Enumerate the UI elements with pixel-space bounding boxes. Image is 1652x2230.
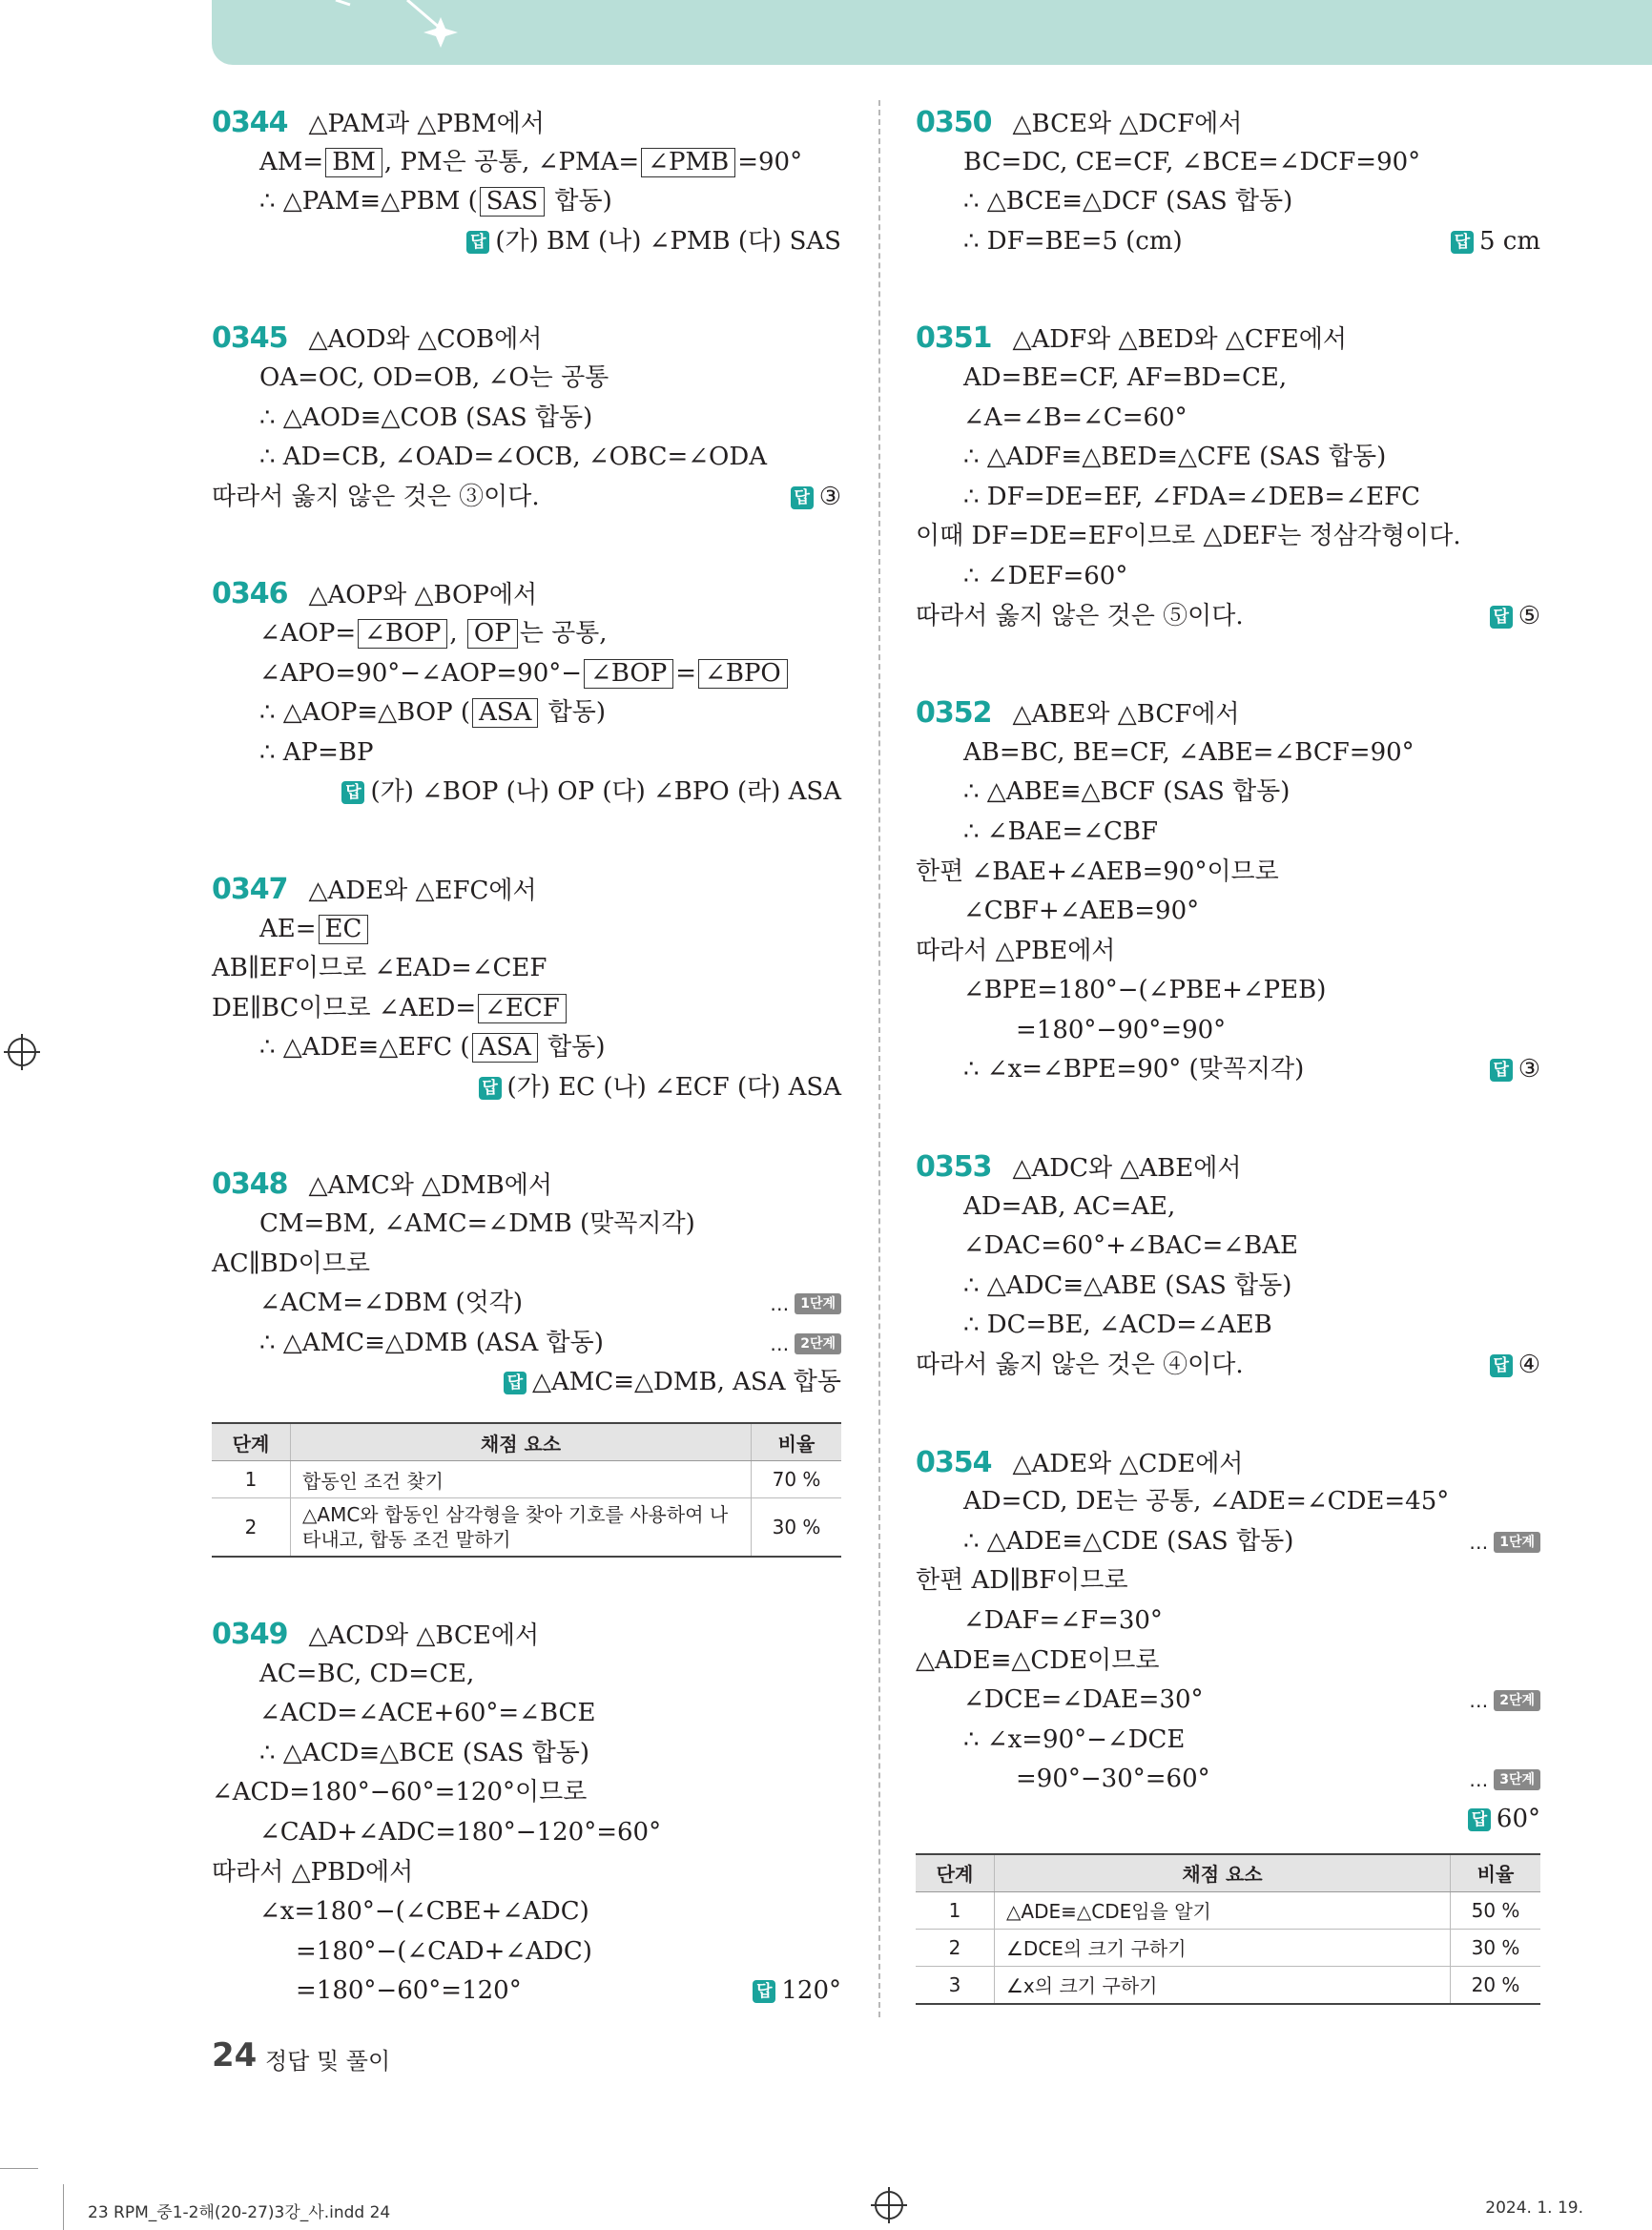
text-line: △AOP와 △BOP에서 — [308, 581, 538, 610]
table-cell: △AMC와 합동인 삼각형을 찾아 기호를 사용하여 나타내고, 합동 조건 말하기 — [291, 1498, 752, 1558]
scoring-table — [916, 1853, 1540, 2005]
answer-icon: 답 — [466, 231, 489, 254]
blank-box: OP — [467, 619, 518, 649]
text-line: ∠DCE=∠DAE=30° — [963, 1685, 1204, 1715]
text-line: ∠CAD+∠ADC=180°−120°=60° — [259, 1818, 662, 1847]
answer: ③ — [818, 482, 841, 511]
problem-number: 0349 — [212, 1618, 288, 1652]
text-line: ∴ AD=CB, ∠OAD=∠OCB, ∠OBC=∠ODA — [259, 443, 767, 472]
table-row — [212, 1498, 841, 1558]
table-row — [916, 1891, 1540, 1929]
table-cell: 합동인 조건 찾기 — [291, 1461, 752, 1498]
answer: △AMC≡△DMB, ASA 합동 — [531, 1368, 841, 1397]
text-line: ∠ACD=∠ACE+60°=∠BCE — [259, 1699, 596, 1728]
problem-number: 0345 — [212, 321, 288, 356]
text-line: ∴ ∠x=90°−∠DCE — [963, 1724, 1186, 1754]
text-line: 한편 ∠BAE+∠AEB=90°이므로 — [916, 857, 1279, 886]
answer-icon: 답 — [1451, 231, 1474, 254]
step-badge: 2단계 — [795, 1333, 841, 1354]
text-line: =180°−(∠CAD+∠ADC) — [296, 1936, 592, 1966]
blank-box: ∠ECF — [478, 994, 567, 1023]
text-line: △AMC와 △DMB에서 — [308, 1171, 552, 1201]
table-row — [916, 1966, 1540, 2004]
problem-number: 0347 — [212, 872, 288, 906]
ellipsis: … — [770, 1332, 790, 1355]
text-line: ∠x=180°−(∠CBE+∠ADC) — [259, 1897, 589, 1927]
answer-icon: 답 — [1490, 606, 1513, 629]
text-line: △BCE와 △DCF에서 — [1012, 110, 1243, 138]
text-line: 따라서 옳지 않은 것은 ③이다. — [212, 482, 540, 511]
text-line: ∠ACD=180°−60°=120°이므로 — [212, 1778, 588, 1807]
blank-box: EC — [319, 915, 369, 944]
text-line: 이때 DF=DE=EF이므로 △DEF는 정삼각형이다. — [916, 522, 1461, 551]
problem-number: 0348 — [212, 1167, 288, 1202]
table-cell: 20 % — [1451, 1966, 1541, 2004]
table-cell: 50 % — [1451, 1891, 1541, 1929]
table-cell: 3 — [916, 1966, 995, 2004]
step-badge: 1단계 — [795, 1293, 841, 1314]
text-line: ∠ACM=∠DBM (엇각) — [259, 1289, 524, 1318]
text-line: AC=BC, CD=CE, — [259, 1659, 475, 1688]
text-line: △ABE와 △BCF에서 — [1012, 700, 1240, 730]
problem-0348 — [212, 1165, 841, 1558]
column-divider — [878, 100, 880, 2017]
problem-number: 0346 — [212, 577, 288, 611]
answer: ④ — [1518, 1351, 1540, 1380]
problem-number: 0351 — [916, 321, 992, 356]
text-line: ∠A=∠B=∠C=60° — [963, 403, 1187, 432]
problem-number: 0354 — [916, 1445, 992, 1479]
table-cell: ∠DCE의 크기 구하기 — [995, 1929, 1451, 1966]
text-line: △PAM과 △PBM에서 — [308, 110, 545, 138]
text-line: ∴ ∠BAE=∠CBF — [963, 816, 1159, 846]
text-line: △ADC와 △ABE에서 — [1012, 1154, 1242, 1184]
text-line: , — [449, 618, 465, 648]
problem-0345 — [212, 319, 841, 517]
text-line: ∴ △PAM≡△PBM ( — [259, 187, 478, 217]
text-line: ∴ △ADE≡△EFC ( — [259, 1033, 470, 1063]
text-line: =180°−60°=120° — [296, 1976, 522, 2006]
blank-box: BM — [325, 148, 382, 177]
answer: 5 cm — [1478, 226, 1540, 256]
text-line: 합동) — [540, 698, 606, 728]
table-header: 비율 — [752, 1423, 842, 1461]
text-line: ∴ △ABE≡△BCF (SAS 합동) — [963, 777, 1291, 807]
text-line: 따라서 옳지 않은 것은 ④이다. — [916, 1351, 1244, 1380]
text-line: ∴ △ADF≡△BED≡△CFE (SAS 합동) — [963, 443, 1387, 472]
text-line: ∠APO=90°−∠AOP=90°− — [259, 658, 583, 688]
text-line: AE= — [259, 914, 317, 943]
answer-icon: 답 — [753, 1980, 775, 2003]
blank-box: ∠PMB — [641, 148, 735, 177]
text-line: 한편 AD∥BF이므로 — [916, 1566, 1128, 1596]
text-line: ∠AOP= — [259, 618, 357, 648]
text-line: △ADE와 △EFC에서 — [308, 876, 537, 905]
text-line: =180°−90°=90° — [1016, 1015, 1227, 1044]
answer-icon: 답 — [504, 1372, 527, 1394]
problem-0347 — [212, 870, 841, 1108]
crop-mark — [0, 2168, 38, 2169]
text-line: 는 공통, — [519, 618, 608, 648]
text-line: OA=OC, OD=OB, ∠O는 공통 — [259, 362, 609, 392]
text-line: ∴ AP=BP — [259, 737, 374, 767]
crop-mark — [63, 2184, 64, 2230]
text-line: 따라서 △PBE에서 — [916, 936, 1116, 965]
text-line: AB∥EF이므로 ∠EAD=∠CEF — [212, 954, 547, 983]
text-line: ∴ DC=BE, ∠ACD=∠AEB — [963, 1311, 1272, 1340]
table-header: 채점 요소 — [291, 1423, 752, 1461]
problem-0349 — [212, 1615, 841, 2012]
text-line: ∴ ∠x=∠BPE=90° (맞꼭지각) — [963, 1055, 1305, 1084]
text-line: △ACD와 △BCE에서 — [308, 1621, 540, 1651]
table-cell: 30 % — [752, 1498, 842, 1558]
answer-icon: 답 — [341, 781, 364, 804]
table-row — [212, 1461, 841, 1498]
text-line: ∴ △AOP≡△BOP ( — [259, 698, 470, 728]
answer-icon: 답 — [1468, 1808, 1491, 1831]
table-header: 채점 요소 — [995, 1854, 1451, 1892]
blank-box: SAS — [480, 187, 545, 217]
table-cell: △ADE≡△CDE임을 알기 — [995, 1891, 1451, 1929]
text-line: =90°−30°=60° — [1016, 1765, 1210, 1794]
right-column — [916, 103, 1540, 2005]
answer: ③ — [1518, 1055, 1540, 1084]
answer-icon: 답 — [1490, 1354, 1513, 1377]
answer: (가) ∠BOP (나) OP (다) ∠BPO (라) ASA — [370, 777, 841, 807]
step-badge: 2단계 — [1494, 1690, 1540, 1711]
table-cell: 2 — [212, 1498, 291, 1558]
text-line: 합동) — [547, 187, 612, 217]
scoring-table — [212, 1422, 841, 1558]
blank-box: ∠BOP — [358, 619, 447, 649]
slug-date: 2024. 1. 19. — [1485, 2199, 1583, 2218]
answer: 120° — [781, 1976, 841, 2006]
table-row — [916, 1929, 1540, 1966]
text-line: ∠CBF+∠AEB=90° — [963, 897, 1200, 926]
problem-0351 — [916, 319, 1540, 636]
text-line: ∠DAC=60°+∠BAC=∠BAE — [963, 1231, 1298, 1261]
text-line: ∠DAF=∠F=30° — [963, 1606, 1163, 1635]
text-line: ∴ ∠DEF=60° — [963, 561, 1128, 590]
step-badge: 3단계 — [1494, 1769, 1540, 1790]
ellipsis: … — [1469, 1689, 1489, 1713]
table-cell: 1 — [212, 1461, 291, 1498]
answer-icon: 답 — [791, 486, 814, 509]
registration-mark-icon — [875, 2191, 903, 2220]
problem-0354 — [916, 1443, 1540, 2005]
footer-title: 정답 및 풀이 — [265, 2048, 391, 2075]
text-line: BC=DC, CE=CF, ∠BCE=∠DCF=90° — [963, 147, 1421, 176]
text-line: AD=CD, DE는 공통, ∠ADE=∠CDE=45° — [963, 1487, 1450, 1517]
problem-number: 0344 — [212, 106, 288, 139]
text-line: AD=BE=CF, AF=BD=CE, — [963, 362, 1288, 392]
text-line: AM= — [259, 147, 324, 176]
ellipsis: … — [1469, 1530, 1489, 1554]
problem-0353 — [916, 1147, 1540, 1386]
ellipsis: … — [1469, 1768, 1489, 1792]
answer: (가) BM (나) ∠PMB (다) SAS — [495, 226, 841, 256]
text-line: , PM은 공통, ∠PMA= — [383, 147, 640, 176]
text-line: ∴ △BCE≡△DCF (SAS 합동) — [963, 187, 1293, 217]
answer: ⑤ — [1518, 601, 1540, 630]
text-line: ∴ △ACD≡△BCE (SAS 합동) — [259, 1738, 590, 1767]
blank-box: ∠BPO — [698, 659, 788, 689]
text-line: = — [675, 658, 697, 688]
table-cell: 70 % — [752, 1461, 842, 1498]
table-header: 단계 — [916, 1854, 995, 1892]
text-line: △ADE와 △CDE에서 — [1012, 1449, 1244, 1478]
table-cell: 1 — [916, 1891, 995, 1929]
answer: (가) EC (나) ∠ECF (다) ASA — [506, 1072, 841, 1102]
answer: 60° — [1496, 1804, 1540, 1833]
table-cell: ∠x의 크기 구하기 — [995, 1966, 1451, 2004]
ellipsis: … — [770, 1292, 790, 1316]
text-line: △ADE≡△CDE이므로 — [916, 1645, 1160, 1675]
text-line: ∴ DF=DE=EF, ∠FDA=∠DEB=∠EFC — [963, 482, 1421, 511]
table-cell: 2 — [916, 1929, 995, 1966]
text-line: ∴ △ADE≡△CDE (SAS 합동) — [963, 1526, 1294, 1556]
registration-mark-icon — [8, 1038, 36, 1066]
step-badge: 1단계 — [1494, 1532, 1540, 1553]
text-line: ∴ DF=BE=5 (cm) — [963, 226, 1183, 256]
text-line: =90° — [737, 147, 803, 176]
text-line: △AOD와 △COB에서 — [308, 325, 543, 355]
problem-number: 0350 — [916, 106, 992, 139]
sparkle-icon — [212, 0, 689, 65]
text-line: ∴ △AOD≡△COB (SAS 합동) — [259, 403, 593, 432]
blank-box: ∠BOP — [584, 659, 673, 689]
text-line: AB=BC, BE=CF, ∠ABE=∠BCF=90° — [963, 737, 1415, 767]
problem-0346 — [212, 574, 841, 813]
text-line: AD=AB, AC=AE, — [963, 1191, 1176, 1221]
text-line: 따라서 옳지 않은 것은 ⑤이다. — [916, 601, 1244, 630]
answer-icon: 답 — [1490, 1059, 1513, 1082]
blank-box: ASA — [472, 698, 538, 728]
problem-number: 0352 — [916, 696, 992, 731]
problem-number: 0353 — [916, 1150, 992, 1185]
text-line: △ADF와 △BED와 △CFE에서 — [1012, 325, 1347, 355]
blank-box: ASA — [472, 1033, 538, 1063]
text-line: ∴ △AMC≡△DMB (ASA 합동) — [259, 1328, 604, 1357]
text-line: ∠BPE=180°−(∠PBE+∠PEB) — [963, 976, 1327, 1005]
table-header: 비율 — [1451, 1854, 1541, 1892]
header-banner — [212, 0, 1652, 65]
problem-0350 — [916, 103, 1540, 261]
table-header: 단계 — [212, 1423, 291, 1461]
table-cell: 30 % — [1451, 1929, 1541, 1966]
text-line: 따라서 △PBD에서 — [212, 1857, 414, 1887]
problem-0344 — [212, 103, 841, 261]
text-line: CM=BM, ∠AMC=∠DMB (맞꼭지각) — [259, 1209, 695, 1239]
slug-filename: 23 RPM_중1-2해(20-27)3강_사.indd 24 — [88, 2203, 391, 2222]
text-line: 합동) — [539, 1033, 606, 1063]
text-line: ∴ △ADC≡△ABE (SAS 합동) — [963, 1270, 1292, 1300]
text-line: AC∥BD이므로 — [212, 1249, 370, 1278]
answer-icon: 답 — [479, 1077, 502, 1100]
text-line: DE∥BC이므로 ∠AED= — [212, 993, 477, 1022]
page-number: 24 — [212, 2036, 258, 2075]
problem-0352 — [916, 693, 1540, 1090]
left-column — [212, 103, 841, 2012]
